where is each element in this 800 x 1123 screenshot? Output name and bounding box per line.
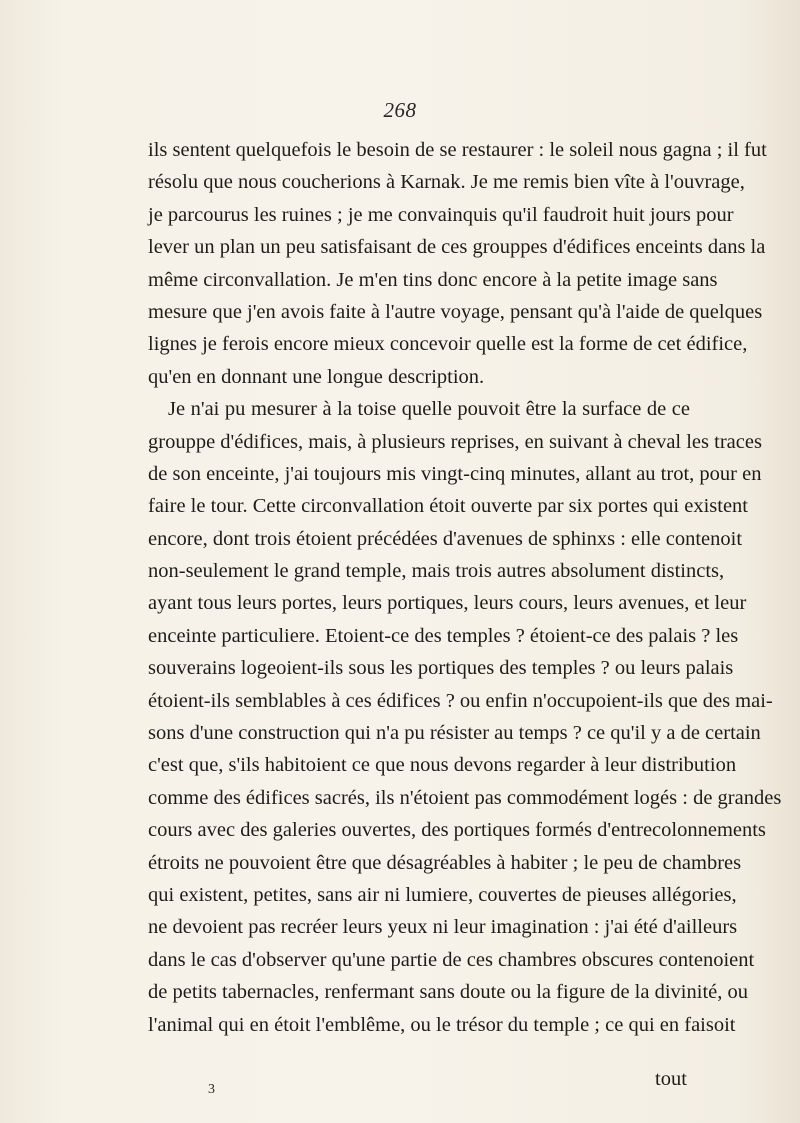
text-line: sons d'une construction qui n'a pu résister au temps ? ce qu'il y a de certain: [148, 722, 761, 745]
text-line: de son enceinte, j'ai toujours mis vingt-cinq minutes, allant au trot, pour en: [148, 462, 762, 485]
text-line: dans le cas d'observer qu'une partie de ces chambres obscures contenoient: [148, 948, 755, 971]
catchword: tout: [655, 1068, 687, 1090]
text-line: ils sentent quelquefois le besoin de se restaurer : le soleil nous gagna ; il fut: [148, 139, 767, 161]
text-line: qui existent, petites, sans air ni lumiere, couvertes de pieuses allégories,: [148, 883, 737, 906]
text-line: comme des édifices sacrés, ils n'étoient pas commodément logés : de grandes: [148, 786, 782, 809]
text-line: lever un plan un peu satisfaisant de ces grouppes d'édifices enceints dans la: [148, 236, 766, 259]
page-number: 268: [383, 98, 417, 122]
text-line: l'animal qui en étoit l'emblême, ou le trésor du temple ; ce qui en faisoit: [148, 1013, 736, 1036]
text-line: étroits ne pouvoient être que désagréables à habiter ; le peu de chambres: [148, 851, 742, 874]
text-line: c'est que, s'ils habitoient ce que nous devons regarder à leur distribution: [148, 754, 737, 777]
text-line: résolu que nous coucherions à Karnak. Je me remis bien vîte à l'ouvrage,: [148, 171, 745, 194]
text-line: souverains logeoient-ils sous les portiques des temples ? ou leurs palais: [148, 657, 734, 680]
text-line: lignes je ferois encore mieux concevoir quelle est la forme de cet édifice,: [148, 333, 748, 356]
text-line: ayant tous leurs portes, leurs portiques, leurs cours, leurs avenues, et leur: [148, 592, 747, 615]
text-line: encore, dont trois étoient précédées d'avenues de sphinxs : elle contenoit: [148, 527, 743, 550]
text-line: étoient-ils semblables à ces édifices ? ou enfin n'occupoient-ils que des mai-: [148, 689, 773, 712]
text-line: de petits tabernacles, renfermant sans doute ou la figure de la divinité, ou: [148, 981, 748, 1004]
text-line: cours avec des galeries ouvertes, des portiques formés d'entrecolonnements: [148, 819, 766, 842]
body-text: [148, 134, 782, 1041]
text-line: même circonvallation. Je m'en tins donc encore à la petite image sans: [148, 268, 718, 291]
text-line: je parcourus les ruines ; je me convainquis qu'il faudroit huit jours pour: [148, 203, 734, 226]
text-line: enceinte particuliere. Etoient-ce des temples ? étoient-ce des palais ? les: [148, 624, 739, 647]
text-line: non-seulement le grand temple, mais trois autres absolument distincts,: [148, 560, 725, 583]
text-line: ne devoient pas recréer leurs yeux ni leur imagination : j'ai été d'ailleurs: [148, 916, 738, 939]
text-line: qu'en en donnant une longue description.: [148, 365, 485, 388]
text-line: grouppe d'édifices, mais, à plusieurs reprises, en suivant à cheval les traces: [148, 430, 762, 453]
text-line: mesure que j'en avois faite à l'autre voyage, pensant qu'à l'aide de quelques: [148, 300, 763, 323]
text-line: Je n'ai pu mesurer à la toise quelle pouvoit être la surface de ce: [168, 398, 690, 421]
text-line: faire le tour. Cette circonvallation étoit ouverte par six portes qui existent: [148, 495, 749, 518]
signature-mark: 3: [208, 1082, 215, 1097]
